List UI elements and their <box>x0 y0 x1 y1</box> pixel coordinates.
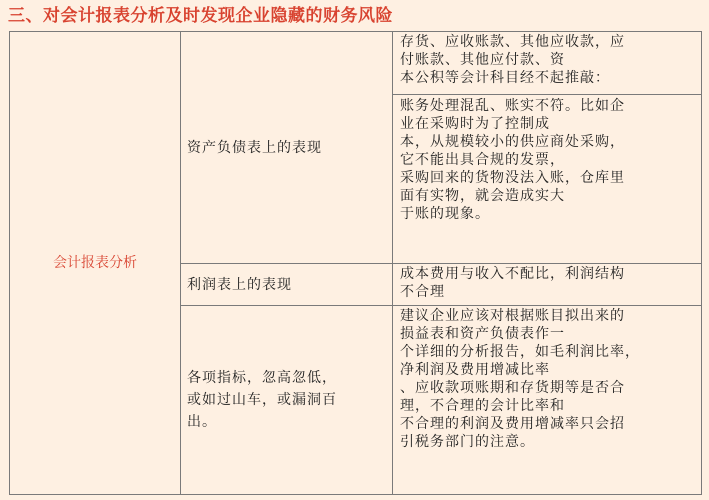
aspect-cell <box>181 306 393 495</box>
detail-line: 个详细的分析报告，如毛利润比率， <box>400 344 640 360</box>
detail-line: 采购回来的货物没法入账，仓库里 <box>400 170 625 186</box>
aspect-line: 或如过山车，或漏洞百 <box>187 392 337 408</box>
detail-line: 本，从规模较小的供应商处采购， <box>400 134 625 150</box>
detail-line: 面有实物，就会造成实大 <box>400 188 565 204</box>
aspect-cell: 利润表上的表现 <box>181 264 393 306</box>
aspect-line: 各项指标，忽高忽低， <box>187 370 337 386</box>
aspect-line: 出。 <box>187 414 217 430</box>
detail-line: 不合理的利润及费用增减率只会招 <box>400 416 625 432</box>
detail-line: 净利润及费用增减比率 <box>400 362 550 378</box>
detail-line: 账务处理混乱、账实不符。比如企 <box>400 98 625 114</box>
table-row <box>10 32 702 264</box>
detail-line: 业在采购时为了控制成 <box>400 116 550 132</box>
detail-cell <box>393 306 702 495</box>
detail-line: 于账的现象。 <box>400 206 490 222</box>
detail-line: 本公积等会计科目经不起推敲： <box>400 70 610 86</box>
section-heading: 三、对会计报表分析及时发现企业隐藏的财务风险 <box>8 6 393 26</box>
detail-cell <box>393 264 702 306</box>
detail-line: 不合理 <box>400 284 445 300</box>
detail-subcell-bottom <box>393 95 701 223</box>
detail-line: 存货、应收账款、其他应收款，应 <box>400 34 625 50</box>
detail-cell <box>393 32 702 264</box>
aspect-cell: 资产负债表上的表现 <box>181 32 393 264</box>
detail-subcell-top <box>393 32 701 95</box>
detail-line: 付账款、其他应付款、资 <box>400 52 565 68</box>
detail-line: 、应收款项账期和存货期等是否合 <box>400 380 625 396</box>
detail-line: 它不能出具合规的发票， <box>400 152 565 168</box>
category-cell: 会计报表分析 <box>10 32 181 495</box>
detail-line: 引税务部门的注意。 <box>400 434 535 450</box>
detail-line: 理，不合理的会计比率和 <box>400 398 565 414</box>
analysis-table <box>9 31 702 495</box>
detail-line: 损益表和资产负债表作一 <box>400 326 565 342</box>
detail-line: 成本费用与收入不配比，利润结构 <box>400 266 625 282</box>
detail-line: 建议企业应该对根据账目拟出来的 <box>400 308 625 324</box>
